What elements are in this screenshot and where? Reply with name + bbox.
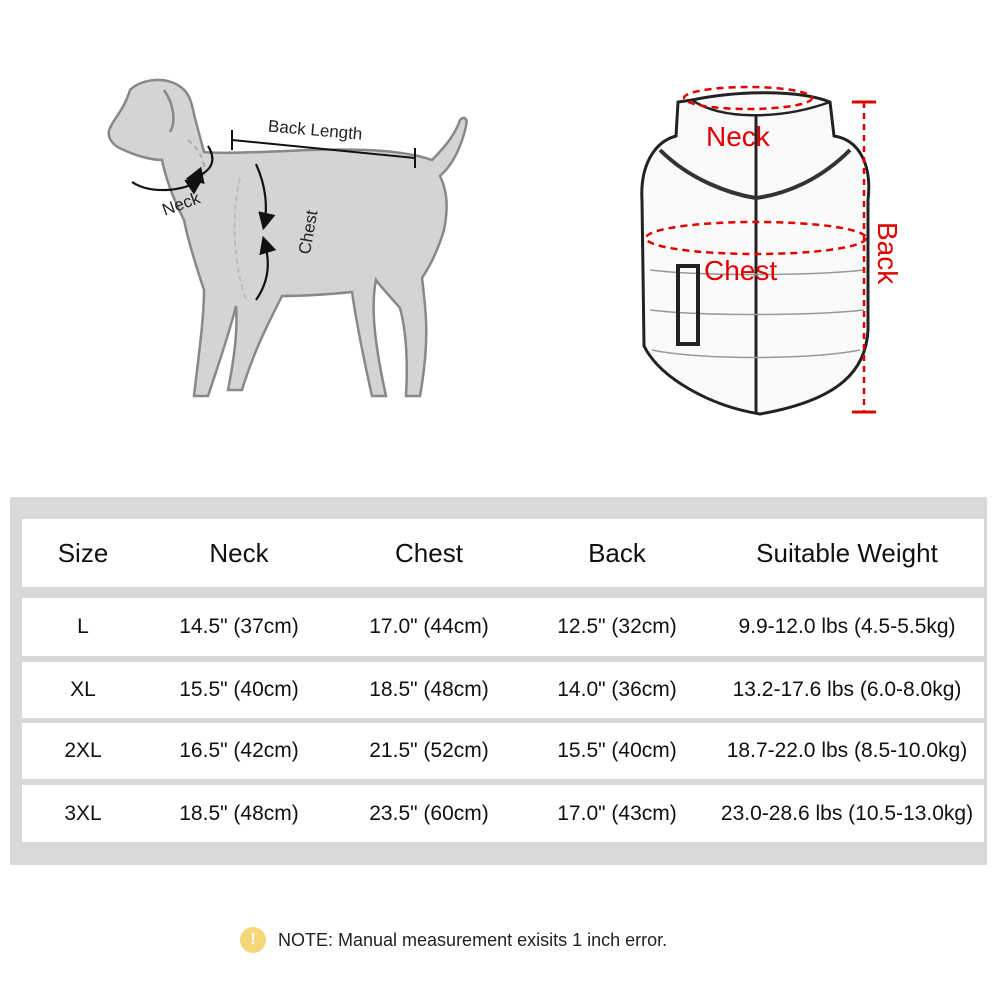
- coat-back-label: Back: [872, 222, 903, 285]
- cell-chest: 21.5" (52cm): [369, 739, 489, 762]
- chest-label: Chest: [295, 208, 322, 256]
- table-row: [22, 662, 984, 718]
- table-row: [22, 785, 984, 842]
- cell-neck: 14.5" (37cm): [179, 615, 299, 638]
- cell-size: L: [77, 615, 89, 638]
- cell-back: 15.5" (40cm): [557, 739, 677, 762]
- table-row: [22, 723, 984, 779]
- cell-size: XL: [70, 678, 96, 701]
- cell-chest: 23.5" (60cm): [369, 801, 489, 825]
- neck-label: Neck: [159, 188, 203, 220]
- coat-neck-label: Neck: [706, 121, 770, 152]
- table-header-row: [22, 519, 984, 587]
- header-weight: Suitable Weight: [756, 537, 938, 568]
- cell-chest: 18.5" (48cm): [369, 678, 489, 701]
- cell-weight: 18.7-22.0 lbs (8.5-10.0kg): [726, 739, 968, 762]
- warning-icon: !: [240, 927, 266, 953]
- cell-size: 3XL: [64, 801, 102, 825]
- header-chest: Chest: [395, 537, 463, 568]
- cell-chest: 17.0" (44cm): [369, 615, 489, 638]
- back-length-label: Back Length: [267, 116, 364, 144]
- cell-neck: 15.5" (40cm): [179, 678, 299, 701]
- cell-weight: 23.0-28.6 lbs (10.5-13.0kg): [720, 801, 974, 825]
- cell-size: 2XL: [64, 739, 102, 762]
- cell-weight: 9.9-12.0 lbs (4.5-5.5kg): [738, 615, 956, 638]
- cell-weight: 13.2-17.6 lbs (6.0-8.0kg): [732, 678, 962, 701]
- measurement-note: [240, 927, 667, 953]
- coat-measurement-diagram: [620, 70, 940, 430]
- cell-back: 17.0" (43cm): [557, 801, 677, 825]
- coat-chest-label: Chest: [704, 255, 778, 286]
- cell-neck: 16.5" (42cm): [179, 739, 299, 762]
- dog-measurement-diagram: [70, 60, 490, 440]
- note-text: NOTE: Manual measurement exisits 1 inch error.: [278, 929, 668, 950]
- header-neck: Neck: [209, 537, 269, 568]
- header-size: Size: [57, 537, 109, 568]
- cell-back: 14.0" (36cm): [557, 678, 677, 701]
- cell-back: 12.5" (32cm): [557, 615, 677, 638]
- size-table: [10, 497, 987, 865]
- cell-neck: 18.5" (48cm): [179, 801, 299, 825]
- header-back: Back: [588, 537, 646, 568]
- table-row: [22, 598, 984, 656]
